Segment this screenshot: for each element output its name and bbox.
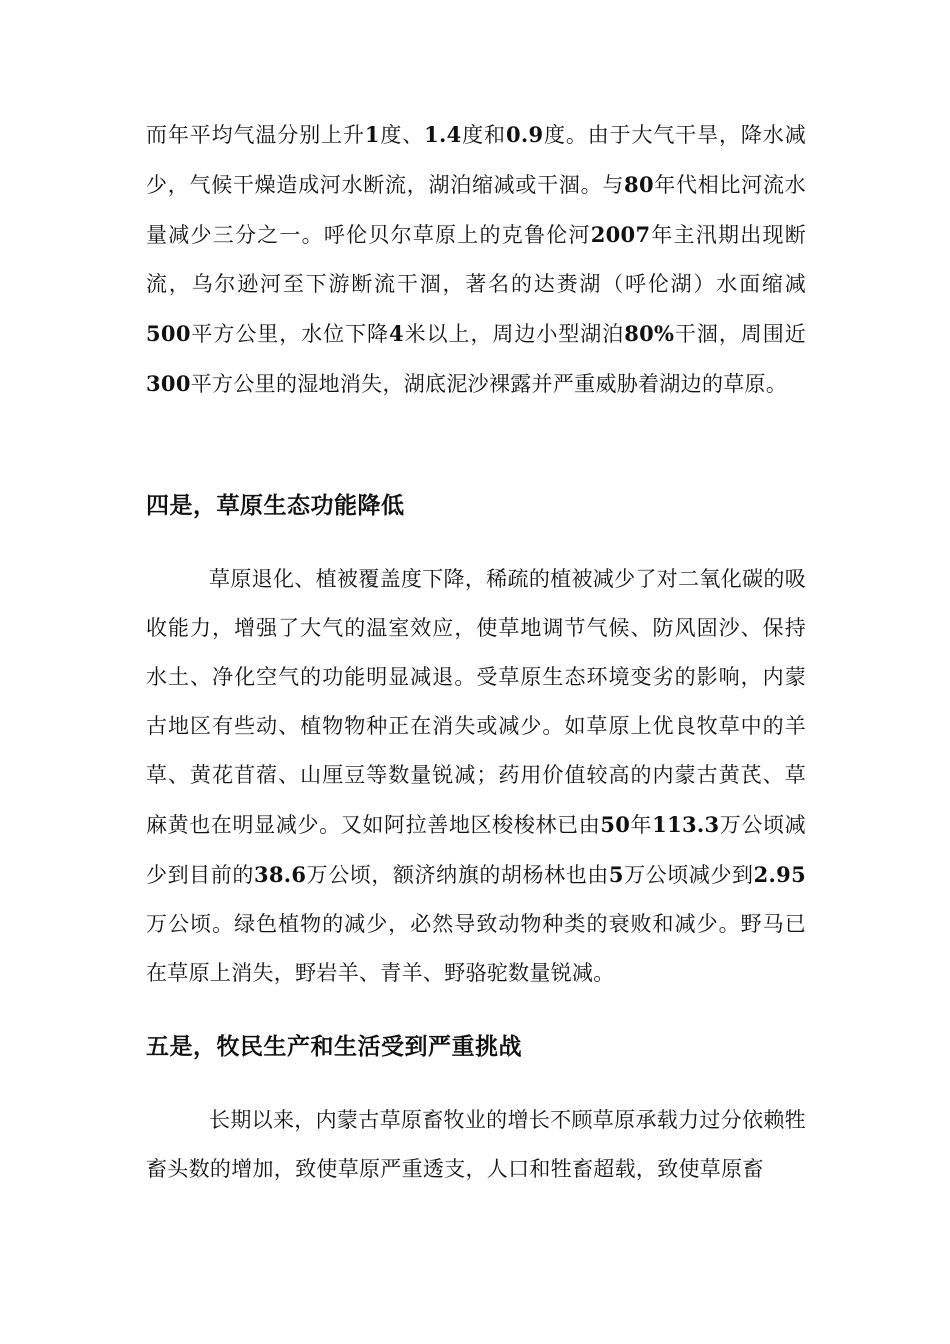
number-value: 50 <box>600 812 631 837</box>
number-value: 1.4 <box>424 122 462 147</box>
text-segment: 年 <box>630 813 653 837</box>
number-value: 2007 <box>590 222 651 247</box>
number-value: 1 <box>364 122 380 147</box>
text-segment: 平方公里，水位下降 <box>190 322 390 346</box>
number-value: 113.3 <box>652 812 720 837</box>
text-segment: 长期以来，内蒙古草原畜牧业的增长不顾草原承载力过分依赖牲畜头数的增加，致使草原严重透支，人口和牲畜超载，致使草原畜 <box>146 1108 806 1181</box>
text-segment: 万公顷，额济纳旗的胡杨林也由 <box>306 863 609 887</box>
paragraph-climate-water <box>146 110 806 409</box>
number-value: 38.6 <box>253 862 307 887</box>
paragraph-herders-livelihood <box>146 1096 806 1194</box>
number-value: 5 <box>608 862 624 887</box>
text-segment: 平方公里的湿地消失，湖底泥沙裸露并严重威胁着湖边的草原。 <box>190 372 788 396</box>
text-segment: 而年平均气温分别上升 <box>146 123 365 147</box>
text-segment: 万公顷减少到目前的 <box>146 813 806 887</box>
number-value: 4 <box>389 321 404 346</box>
text-segment: 年代相比河流水量减少三分之一。呼伦贝尔草原上的克鲁伦河 <box>146 173 806 247</box>
section-heading-5: 五是，牧民生产和生活受到严重挑战 <box>146 1033 522 1060</box>
text-segment: 度和 <box>461 123 506 147</box>
number-value: 80 <box>624 172 654 197</box>
text-segment: 度。由于大气干旱，降水减少，气候干燥造成河水断流，湖泊缩减或干涸。与 <box>146 123 806 197</box>
number-value: 0.9 <box>505 122 544 147</box>
text-segment: 年主汛期出现断流，乌尔逊河至下游断流干涸，著名的达赉湖（呼伦湖）水面缩减 <box>146 223 807 296</box>
text-segment: 万公顷。绿色植物的减少，必然导致动物种类的衰败和减少。野马已在草原上消失，野岩羊、青羊、野骆驼数量锐减。 <box>146 912 806 985</box>
text-segment: 度、 <box>379 123 425 147</box>
text-segment: 草原退化、植被覆盖度下降，稀疏的植被减少了对二氧化碳的吸收能力，增强了大气的温室效应，使草地调节气候、防风固沙、保持水土、净化空气的功能明显减退。受草原生态环境变劣的影响，内蒙古地区有些动、植物物种正在消失或减少。如草原上优良牧草中的羊草、黄花苜蓿、山厘豆等数量锐减；药用价值较高的内蒙古黄芪、草麻黄也在明显减少。又如阿拉善地区梭梭林已由 <box>146 567 806 837</box>
paragraph-ecological-function <box>146 555 806 998</box>
text-segment: 米以上，周边小型湖泊 <box>403 322 625 346</box>
text-segment: 万公顷减少到 <box>623 863 754 887</box>
number-value: 300 <box>146 371 191 396</box>
number-value: 500 <box>146 321 191 346</box>
section-heading-4: 四是，草原生态功能降低 <box>146 492 405 519</box>
text-segment: 干涸，周围近 <box>674 322 807 346</box>
number-value: 2.95 <box>753 862 806 887</box>
number-value: 80% <box>624 321 675 346</box>
